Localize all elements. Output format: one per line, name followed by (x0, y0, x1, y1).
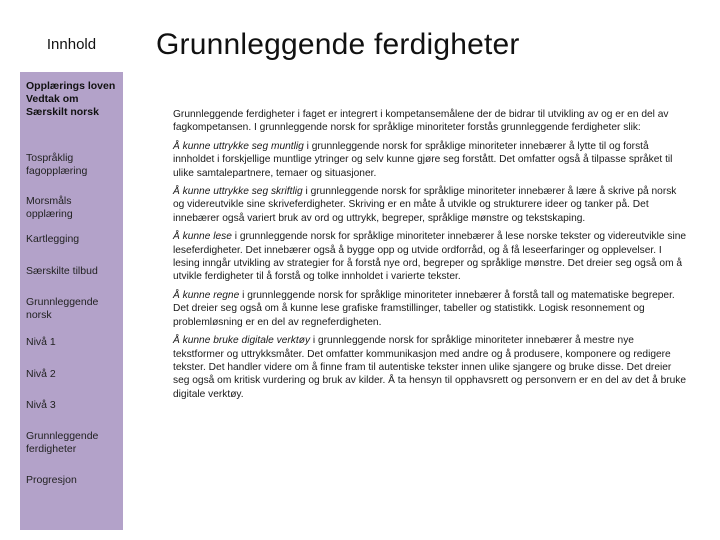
intro-paragraph: Grunnleggende ferdigheter i faget er integrert i kompetansemålene der de bidrar til utvikling av og er en del av fagkompetansen. I grunnleggende norsk for språklige minoriteter forstås grunnleggende ferdigheter slik: (173, 109, 669, 134)
nav-item-kartlegging[interactable]: Kartlegging (26, 233, 80, 245)
nav-item-morsmalsopplaering[interactable]: Morsmåls opplæring (26, 195, 73, 220)
skill-text: i grunnleggende norsk for språklige minoriteter innebærer å lese norske tekster og videreutvikle sine leseferdigheter. Det innebærer også å bygge opp og utvide ordforråd, og å få leseerfaringer og opplevelser. I lesing inngår utvikling av strategier for å forstå nye ord, begreper og språklige mønstre. Det dreier seg også om å utvikle ferdigheter til å forstå og tolke innholdet i varierte tekster. (173, 231, 687, 283)
skill-term: Å kunne uttrykke seg skriftlig (173, 186, 303, 198)
nav-item-niva-1[interactable]: Nivå 1 (26, 336, 56, 348)
skill-term: Å kunne regne (173, 289, 240, 301)
skill-paragraph-regne (173, 289, 687, 329)
nav-item-tospraklig-fagopplaering[interactable]: Tospråklig fagopplæring (26, 152, 88, 177)
nav-item-opplaeringsloven[interactable]: Opplærings loven Vedtak om Særskilt norsk (26, 80, 116, 118)
skill-text: i grunnleggende norsk for språklige minoriteter innebærer å lære å skrive på norsk og videreutvikle sine skriveferdigheter. Skriving er en måte å utvikle og strukturere ideer og tanker på. Det innebærer også variert bruk av ord og uttrykk, begreper, språklige mønstre og tekstskaping. (173, 186, 677, 224)
skill-term: Å kunne bruke digitale verktøy (173, 335, 311, 347)
nav-item-niva-3[interactable]: Nivå 3 (26, 399, 56, 411)
nav-item-niva-2[interactable]: Nivå 2 (26, 368, 56, 380)
skill-text: i grunnleggende norsk for språklige minoriteter innebærer å mestre nye tekstformer og uttrykksmåter. Det omfatter kommunikasjon med andre og å produsere, komponere og redigere tekster. Det handler videre om å finne fram til autentiske tekster innen ulike sjangere og bruke disse. Det dreier seg også om kritisk vurdering og bruk av kilder. Å ta hensyn til opphavsrett og personvern er en del av det å bruke digitale verktøy. (173, 335, 687, 400)
skill-paragraph-skriftlig (173, 185, 687, 225)
skill-text: i grunnleggende norsk for språklige minoriteter innebærer å forstå tall og matematiske begreper. Det dreier seg også om å kunne lese grafiske framstillinger, tabeller og statistikk. Logisk resonnement og problemløsning er en del av regneferdigheten. (173, 289, 675, 328)
nav-item-saerskilte-tilbud[interactable]: Særskilte tilbud (26, 265, 98, 277)
skill-text: i grunnleggende norsk for språklige minoriteter innebærer å lytte til og forstå innholdet i forskjellige muntlige ytringer og selv kunne gjøre seg forstått. Det omfatter også å tilpasse språket til ulike samtalepartnere, temaer og situasjoner. (173, 140, 673, 179)
skill-paragraph-digitale (173, 334, 687, 401)
skill-paragraph-muntlig (173, 140, 687, 180)
nav-item-progresjon[interactable]: Progresjon (26, 474, 77, 486)
content-body (173, 108, 687, 406)
nav-item-grunnleggende-norsk[interactable]: Grunnleggende norsk (26, 296, 99, 321)
skill-paragraph-lese (173, 230, 687, 284)
sidebar-heading: Innhold (46, 36, 97, 53)
skill-term: Å kunne lese (173, 231, 232, 243)
skill-term: Å kunne uttrykke seg muntlig (173, 140, 304, 152)
nav-item-grunnleggende-ferdigheter[interactable]: Grunnleggende ferdigheter (26, 430, 99, 455)
sidebar-nav (20, 72, 123, 530)
page-title: Grunnleggende ferdigheter (156, 28, 520, 61)
